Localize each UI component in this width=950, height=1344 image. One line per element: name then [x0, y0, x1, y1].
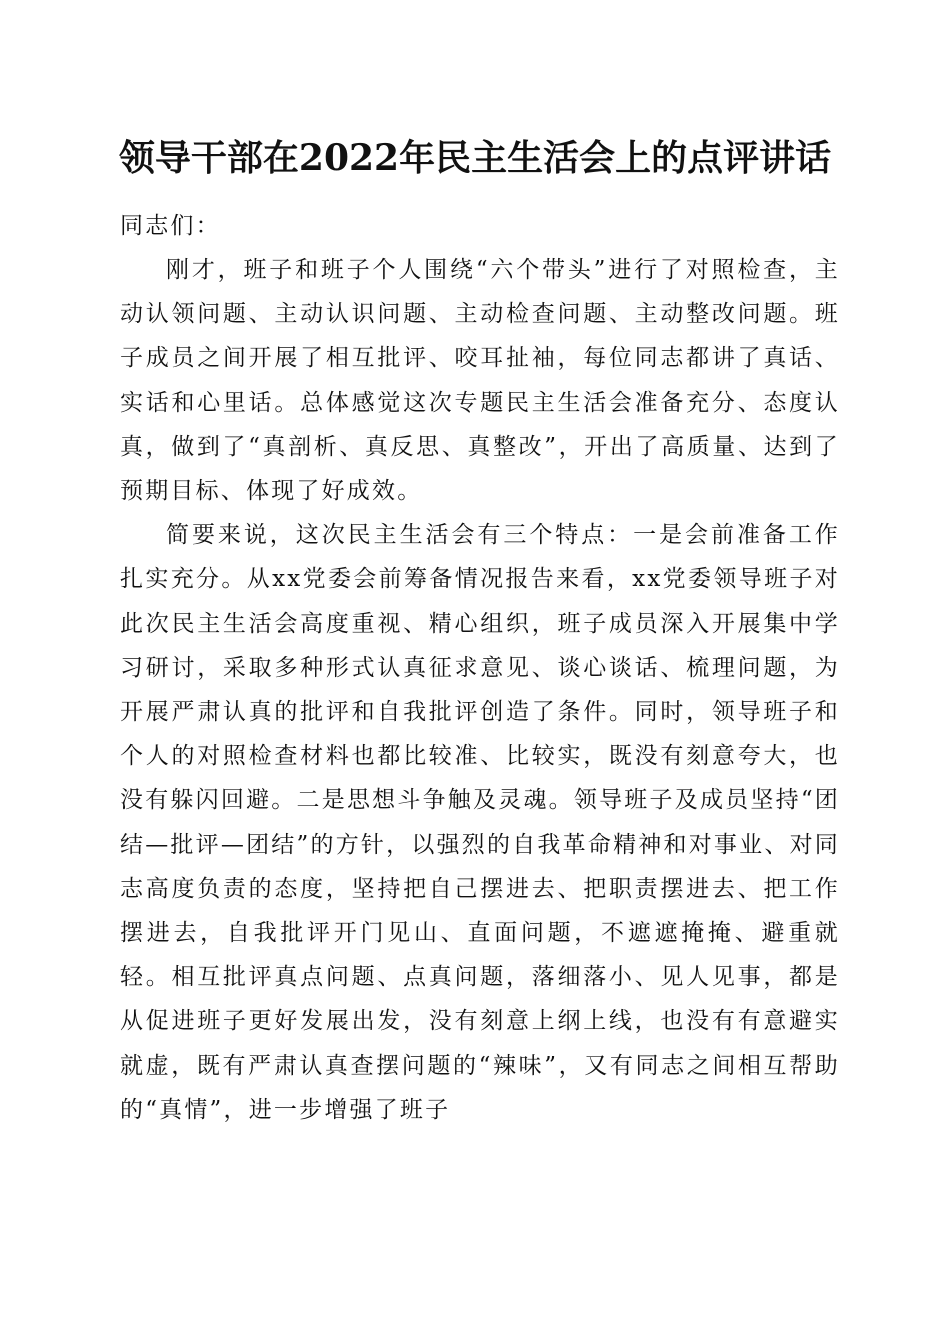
paragraph-1: 刚才，班子和班子个人围绕“六个带头”进行了对照检查，主动认领问题、主动认识问题、主动检查问题、主动整改问题。班子成员之间开展了相互批评、咬耳扯袖，每位同志都讲了真话、实话和心里话。总体感觉这次专题民主生活会准备充分、态度认真，做到了“真剖析、真反思、真整改”，开出了高质量、达到了预期目标、体现了好成效。 [120, 257, 840, 505]
document-body [120, 248, 840, 1132]
salutation: 同志们： [120, 213, 221, 239]
document-title: 领导干部在2022年民主生活会上的点评讲话 [118, 137, 832, 179]
paragraph-2: 简要来说，这次民主生活会有三个特点：一是会前准备工作扎实充分。从xx党委会前筹备情况报告来看，xx党委领导班子对此次民主生活会高度重视、精心组织，班子成员深入开展集中学习研讨，采取多种形式认真征求意见、谈心谈话、梳理问题，为开展严肃认真的批评和自我批评创造了条件。同时，领导班子和个人的对照检查材料也都比较准、比较实，既没有刻意夸大，也没有躲闪回避。二是思想斗争触及灵魂。领导班子及成员坚持“团结—批评—团结”的方针，以强烈的自我革命精神和对事业、对同志高度负责的态度，坚持把自己摆进去、把职责摆进去、把工作摆进去，自我批评开门见山、直面问题，不遮遮掩掩、避重就轻。相互批评真点问题、点真问题，落细落小、见人见事，都是从促进班子更好发展出发，没有刻意上纲上线，也没有有意避实就虚，既有严肃认真查摆问题的“辣味”，又有同志之间相互帮助的“真情”，进一步增强了班子 [120, 522, 840, 1123]
